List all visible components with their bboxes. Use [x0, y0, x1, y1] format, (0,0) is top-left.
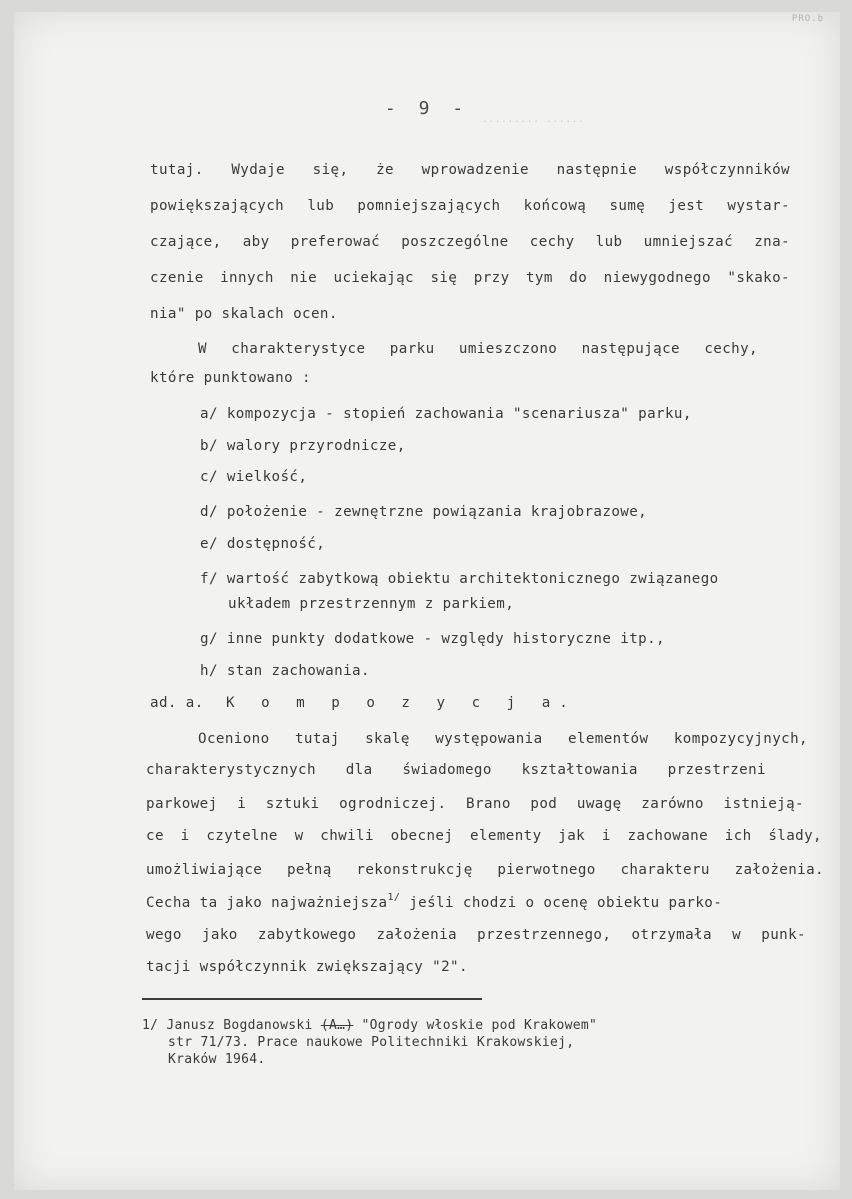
body-line: czenie innych nie uciekając się przy tym do niewygodnego "skako- [150, 270, 790, 286]
body-text: jeśli chodzi o ocenę obiektu parko- [400, 895, 723, 911]
body-line: W charakterystyce parku umieszczono następujące cechy, [198, 341, 758, 357]
body-line: tacji współczynnik zwiększający "2". [146, 959, 468, 975]
footnote-separator [142, 998, 482, 1000]
body-line: ce i czytelne w chwili obecnej elementy jak i zachowane ich ślady, [146, 828, 822, 844]
list-item-g: g/ inne punkty dodatkowe - względy historyczne itp., [200, 631, 665, 647]
list-item-d: d/ położenie - zewnętrzne powiązania krajobrazowe, [200, 504, 648, 520]
footnote-reference: 1/ [387, 892, 401, 903]
list-item-c: c/ wielkość, [200, 469, 308, 485]
body-line: nia" po skalach ocen. [150, 306, 338, 322]
struck-text: (A…) [320, 1018, 354, 1033]
list-item-f: f/ wartość zabytkową obiektu architektonicznego związanego [200, 571, 719, 587]
list-item-f-continued: układem przestrzennym z parkiem, [228, 596, 515, 612]
body-line: powiększających lub pomniejszających końcową sumę jest wystar- [150, 198, 790, 214]
page-number: - 9 - [384, 98, 470, 119]
list-item-a: a/ kompozycja - stopień zachowania "scenariusza" parku, [200, 406, 692, 422]
body-line: które punktowano : [150, 370, 311, 386]
document-page [14, 12, 840, 1190]
footnote-line: Kraków 1964. [168, 1052, 266, 1067]
list-item-h: h/ stan zachowania. [200, 663, 370, 679]
footnote-text: 1/ Janusz Bogdanowski [142, 1018, 313, 1033]
archive-corner-mark: PRO.b [791, 14, 824, 24]
list-item-b: b/ walory przyrodnicze, [200, 438, 406, 454]
body-line: czające, aby preferować poszczególne cechy lub umniejszać zna- [150, 234, 790, 250]
footnote-text: "Ogrody włoskie pod Krakowem" [353, 1018, 598, 1033]
body-line: wego jako zabytkowego założenia przestrzennego, otrzymała w punk- [146, 927, 806, 943]
body-line: tutaj. Wydaje się, że wprowadzenie następnie współczynników [150, 162, 790, 178]
body-line: parkowej i sztuki ogrodniczej. Brano pod uwagę zarówno istnieją- [146, 796, 804, 812]
faint-header-note: ......... ...... [482, 115, 585, 125]
footnote-line [142, 1018, 597, 1033]
body-line: Oceniono tutaj skalę występowania elementów kompozycyjnych, [198, 731, 808, 747]
body-line: umożliwiające pełną rekonstrukcję pierwotnego charakteru założenia. [146, 862, 824, 878]
footnote-line: str 71/73. Prace naukowe Politechniki Krakowskiej, [168, 1035, 575, 1050]
list-item-e: e/ dostępność, [200, 536, 326, 552]
body-text: Cecha ta jako najważniejsza [146, 895, 388, 911]
section-label: ad. a. [150, 695, 204, 711]
section-heading: K o m p o z y c j a. [226, 695, 577, 711]
body-line: charakterystycznych dla świadomego kształtowania przestrzeni [146, 762, 766, 778]
body-line-with-footnote-ref [146, 892, 722, 911]
